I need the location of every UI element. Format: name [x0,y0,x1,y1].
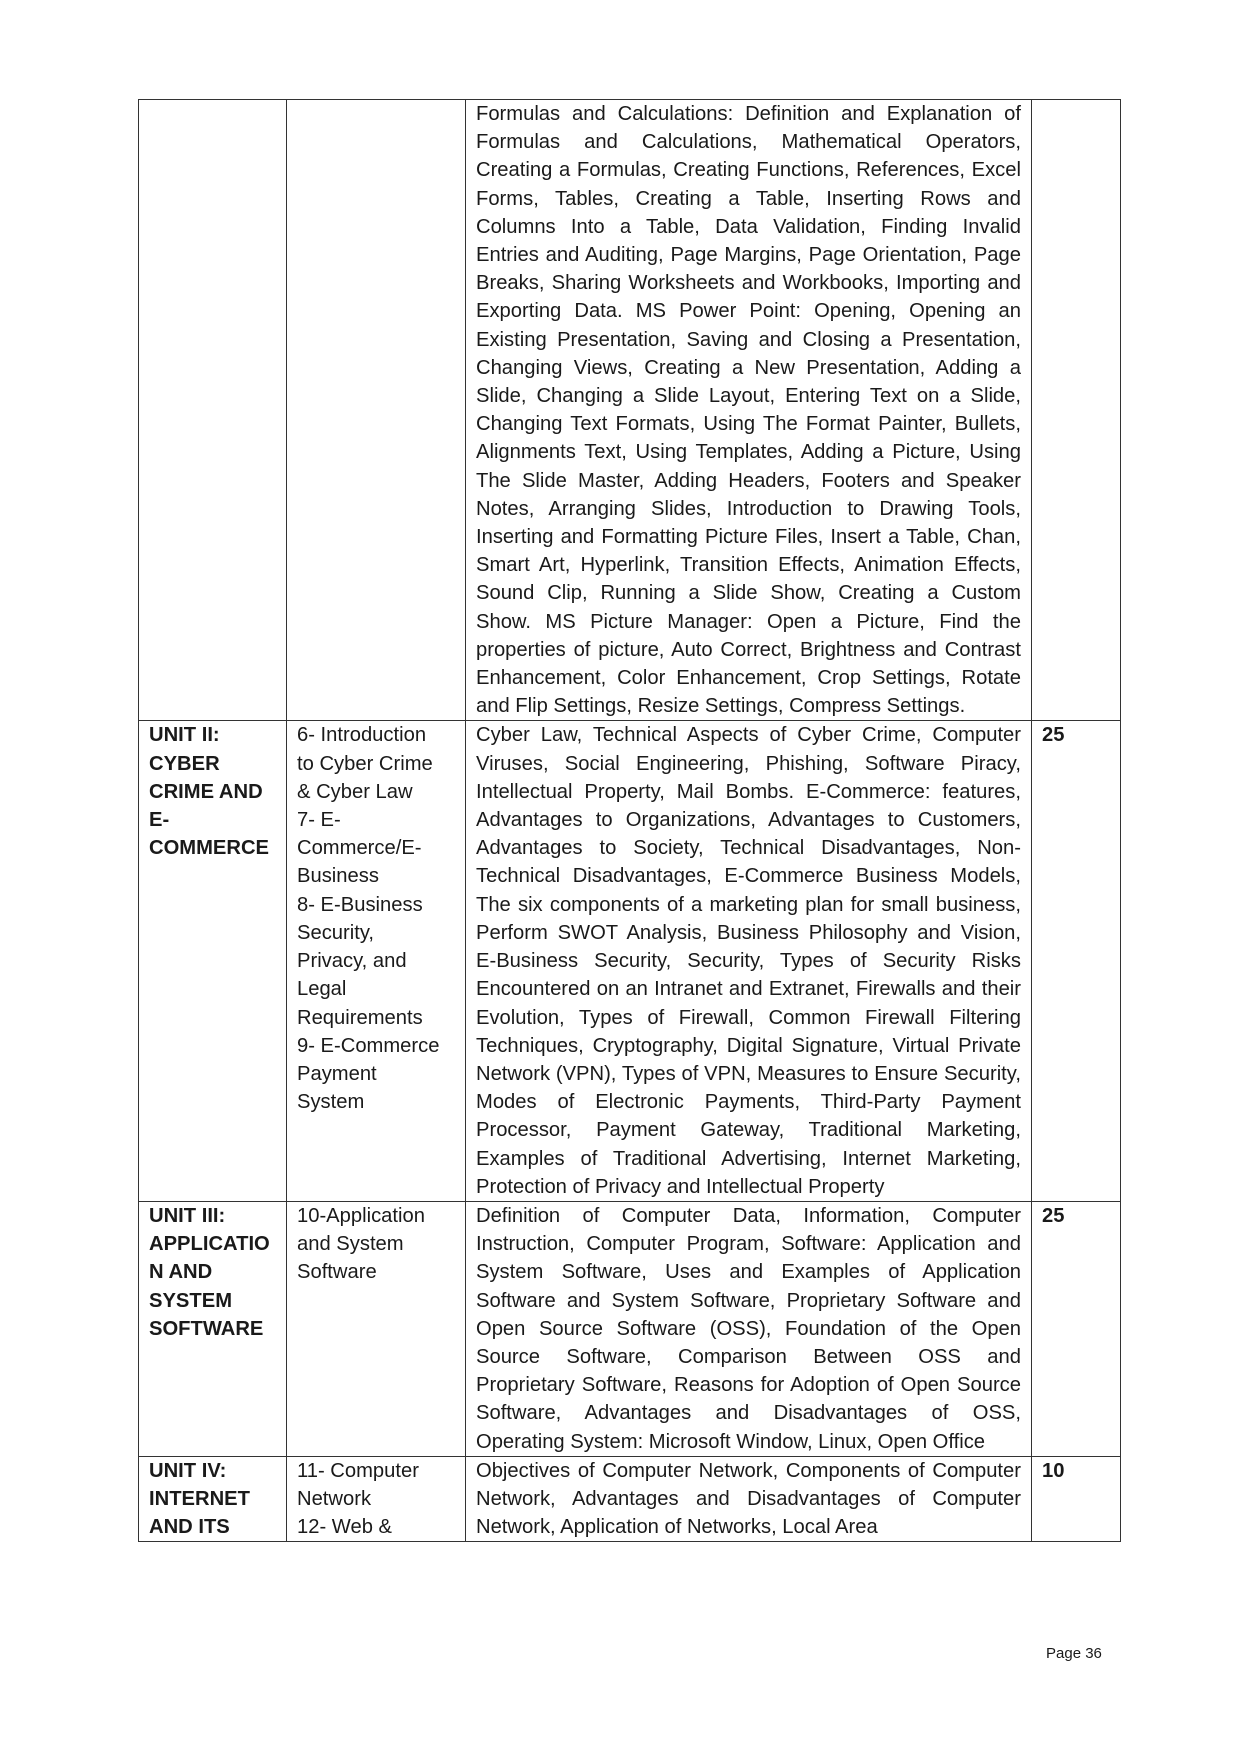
hours-value: 25 [1042,724,1065,747]
table-row [139,721,1121,1201]
content-text: Objectives of Computer Network, Components of Computer Network, Advantages and Disadvantages of Computer Network, Application of Networks, Local Area [476,1459,1021,1539]
chapter-line: Requirements [297,1006,423,1029]
chapters-cell [287,1201,466,1456]
hours-cell [1032,100,1121,721]
hours-cell [1032,1456,1121,1542]
chapter-line: Privacy, and [297,950,407,973]
chapter-line: Business [297,865,379,888]
chapter-line: Software [297,1261,377,1284]
chapter-line: Commerce/E- [297,837,422,860]
chapter-line: 7- E- [297,809,341,832]
chapters-cell [287,1456,466,1542]
chapter-line: System [297,1091,365,1114]
content-text: Cyber Law, Technical Aspects of Cyber Crime, Computer Viruses, Social Engineering, Phishing, Software Piracy, Intellectual Property, Mail Bombs. E-Commerce: features, Advantages to Organizations, Advantages to Customers, Advantages to Society, Technical Disadvantages, Non-Technical Disadvantages, E-Commerce Business Models, The six components of a marketing plan for small business, Perform SWOT Analysis, Business Philosophy and Vision, E-Business Security, Security, Types of Security Risks Encountered on an Intranet and Extranet, Firewalls and their Evolution, Types of Firewall, Common Firewall Filtering Techniques, Cryptography, Digital Signature, Virtual Private Network (VPN), Types of VPN, Measures to Ensure Security, Modes of Electronic Payments, Third-Party Payment Processor, Payment Gateway, Traditional Marketing, Examples of Traditional Advertising, Internet Marketing, Protection of Privacy and Intellectual Property [476,724,1021,1198]
chapter-line: Payment [297,1062,377,1085]
chapter-line: Security, [297,921,375,944]
syllabus-table [138,99,1121,1542]
content-text: Definition of Computer Data, Information, Computer Instruction, Computer Program, Software: Application and System Software, Uses and Examples of Application Software and System Software, Proprietary Software and Open Source Software (OSS), Foundation of the Open Source Software, Comparison Between OSS and Proprietary Software, Reasons for Adoption of Open Source Software, Advantages and Disadvantages of OSS, Operating System: Microsoft Window, Linux, Open Office [476,1204,1021,1453]
unit-line: CRIME AND [149,780,263,803]
chapter-line: 11- Computer [297,1459,419,1482]
chapter-line: 8- E-Business [297,893,423,916]
unit-line: SYSTEM [149,1289,233,1312]
hours-cell [1032,721,1121,1201]
chapter-line: 9- E-Commerce [297,1034,440,1057]
content-cell [466,100,1032,721]
chapter-line: 12- Web & [297,1516,393,1539]
table-row [139,100,1121,721]
unit-cell [139,721,287,1201]
unit-cell [139,1456,287,1542]
chapter-line: 10-Application [297,1204,425,1227]
content-cell [466,1201,1032,1456]
unit-line: INTERNET [149,1487,250,1510]
chapter-line: Legal [297,978,347,1001]
hours-value: 10 [1042,1459,1065,1482]
page-number: Page 36 [1046,1645,1102,1662]
unit-line: N AND [149,1261,213,1284]
table-row [139,1456,1121,1542]
table-row [139,1201,1121,1456]
chapter-line: and System [297,1233,404,1256]
unit-line: CYBER [149,752,220,775]
chapters-cell [287,721,466,1201]
unit-line: AND ITS [149,1516,230,1539]
chapter-line: & Cyber Law [297,780,413,803]
content-text: Formulas and Calculations: Definition and Explanation of Formulas and Calculations, Mathematical Operators, Creating a Formulas, Creating Functions, References, Excel Forms, Tables, Creating a Table, Inserting Rows and Columns Into a Table, Data Validation, Finding Invalid Entries and Auditing, Page Margins, Page Orientation, Page Breaks, Sharing Worksheets and Workbooks, Importing and Exporting Data. MS Power Point: Opening, Opening an Existing Presentation, Saving and Closing a Presentation, Changing Views, Creating a New Presentation, Adding a Slide, Changing a Slide Layout, Entering Text on a Slide, Changing Text Formats, Using The Format Painter, Bullets, Alignments Text, Using Templates, Adding a Picture, Using The Slide Master, Adding Headers, Footers and Speaker Notes, Arranging Slides, Introduction to Drawing Tools, Inserting and Formatting Picture Files, Insert a Table, Chan, Smart Art, Hyperlink, Transition Effects, Animation Effects, Sound Clip, Running a Slide Show, Creating a Custom Show. MS Picture Manager: Open a Picture, Find the properties of picture, Auto Correct, Brightness and Contrast Enhancement, Color Enhancement, Crop Settings, Rotate and Flip Settings, Resize Settings, Compress Settings. [476,103,1021,718]
unit-line: UNIT IV: [149,1459,227,1482]
unit-line: UNIT II: [149,724,220,747]
content-cell [466,1456,1032,1542]
chapters-cell [287,100,466,721]
unit-line: COMMERCE [149,837,270,860]
hours-cell [1032,1201,1121,1456]
unit-cell [139,1201,287,1456]
hours-value: 25 [1042,1204,1065,1227]
chapter-line: to Cyber Crime [297,752,433,775]
unit-line: SOFTWARE [149,1317,264,1340]
chapter-line: 6- Introduction [297,724,427,747]
content-cell [466,721,1032,1201]
unit-line: APPLICATIO [149,1233,270,1256]
unit-cell [139,100,287,721]
unit-line: UNIT III: [149,1204,226,1227]
chapter-line: Network [297,1487,372,1510]
unit-line: E- [149,809,170,832]
